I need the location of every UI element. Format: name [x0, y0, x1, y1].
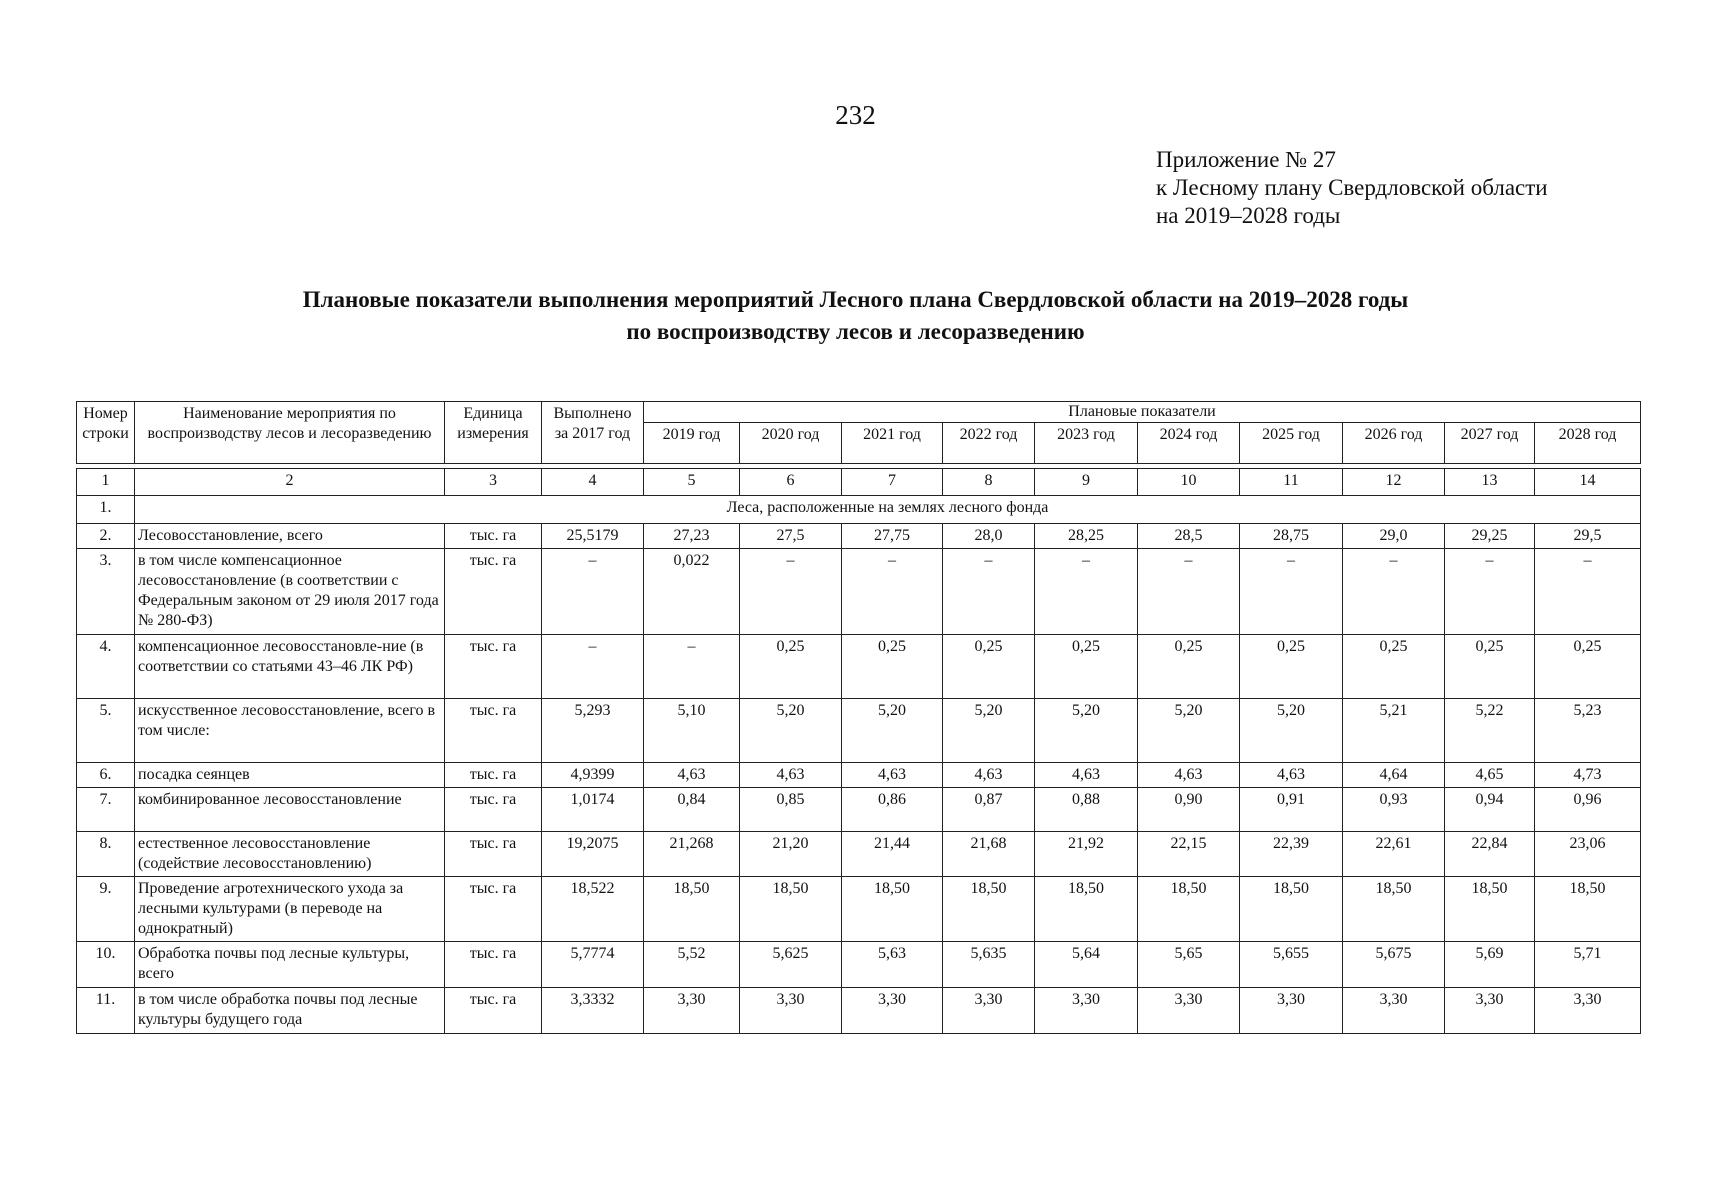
row-plan-value: 27,75 — [842, 524, 943, 549]
row-plan-value: 0,84 — [644, 788, 740, 832]
row-number: 7. — [77, 788, 135, 832]
row-plan-value: 18,50 — [1535, 877, 1641, 942]
appendix-note — [1156, 146, 1548, 230]
row-plan-value: 5,20 — [1138, 699, 1240, 763]
row-unit: тыс. га — [445, 877, 542, 942]
section-label: Леса, расположенные на землях лесного фонда — [135, 496, 1641, 524]
row-unit: тыс. га — [445, 988, 542, 1034]
header-year: 2024 год — [1138, 423, 1240, 464]
row-done-2017: 5,7774 — [542, 942, 644, 988]
column-number: 9 — [1035, 469, 1138, 496]
row-unit: тыс. га — [445, 635, 542, 699]
row-number: 10. — [77, 942, 135, 988]
row-plan-value: 3,30 — [1035, 988, 1138, 1034]
plan-table — [76, 401, 1641, 1034]
table-row — [77, 832, 1641, 877]
row-plan-value: 5,625 — [740, 942, 842, 988]
row-name: компенсационное лесовосстановле-ние (в соответствии со статьями 43–46 ЛК РФ) — [135, 635, 445, 699]
column-number: 12 — [1343, 469, 1445, 496]
row-plan-value: 4,73 — [1535, 763, 1641, 788]
row-plan-value: 28,75 — [1240, 524, 1343, 549]
row-plan-value: 23,06 — [1535, 832, 1641, 877]
row-plan-value: 5,52 — [644, 942, 740, 988]
row-name: в том числе компенсационное лесовосстановление (в соответствии с Федеральным законом от 29 июля 2017 года № 280-ФЗ) — [135, 549, 445, 635]
row-plan-value: 21,92 — [1035, 832, 1138, 877]
row-plan-value: 5,20 — [1240, 699, 1343, 763]
row-plan-value: 4,63 — [943, 763, 1035, 788]
header-row — [77, 402, 1641, 423]
appendix-line-3: на 2019–2028 годы — [1156, 203, 1341, 228]
row-name: искусственное лесовосстановление, всего в том числе: — [135, 699, 445, 763]
row-plan-value: 5,22 — [1445, 699, 1535, 763]
row-plan-value: 27,23 — [644, 524, 740, 549]
row-plan-value: 21,44 — [842, 832, 943, 877]
header-year: 2026 год — [1343, 423, 1445, 464]
row-plan-value: 21,68 — [943, 832, 1035, 877]
row-plan-value: 21,20 — [740, 832, 842, 877]
row-plan-value: 5,64 — [1035, 942, 1138, 988]
row-plan-value: 18,50 — [644, 877, 740, 942]
column-number: 10 — [1138, 469, 1240, 496]
row-plan-value: 18,50 — [740, 877, 842, 942]
row-done-2017: 19,2075 — [542, 832, 644, 877]
header-row-number: Номер строки — [77, 402, 135, 464]
row-number: 11. — [77, 988, 135, 1034]
column-number: 1 — [77, 469, 135, 496]
row-done-2017: 25,5179 — [542, 524, 644, 549]
row-name: посадка сеянцев — [135, 763, 445, 788]
row-unit: тыс. га — [445, 549, 542, 635]
table-row — [77, 699, 1641, 763]
header-year: 2028 год — [1535, 423, 1641, 464]
header-done-2017: Выполнено за 2017 год — [542, 402, 644, 464]
page-number: 232 — [835, 100, 876, 130]
header-year: 2020 год — [740, 423, 842, 464]
table-row — [77, 549, 1641, 635]
row-unit: тыс. га — [445, 788, 542, 832]
header-planned: Плановые показатели — [644, 402, 1641, 423]
row-plan-value: 3,30 — [1240, 988, 1343, 1034]
row-unit: тыс. га — [445, 763, 542, 788]
row-plan-value: 5,65 — [1138, 942, 1240, 988]
row-plan-value: 27,5 — [740, 524, 842, 549]
row-number: 4. — [77, 635, 135, 699]
row-unit: тыс. га — [445, 699, 542, 763]
row-plan-value: 28,0 — [943, 524, 1035, 549]
header-year: 2027 год — [1445, 423, 1535, 464]
column-number: 8 — [943, 469, 1035, 496]
row-plan-value: – — [842, 549, 943, 635]
header-name: Наименование мероприятия по воспроизводству лесов и лесоразведению — [135, 402, 445, 464]
row-unit: тыс. га — [445, 942, 542, 988]
header-year: 2023 год — [1035, 423, 1138, 464]
row-name: комбинированное лесовосстановление — [135, 788, 445, 832]
row-plan-value: 5,635 — [943, 942, 1035, 988]
row-plan-value: 0,93 — [1343, 788, 1445, 832]
row-done-2017: 4,9399 — [542, 763, 644, 788]
row-plan-value: – — [1535, 549, 1641, 635]
row-plan-value: 0,85 — [740, 788, 842, 832]
header-unit: Единица измерения — [445, 402, 542, 464]
header-year: 2022 год — [943, 423, 1035, 464]
row-plan-value: 3,30 — [842, 988, 943, 1034]
row-plan-value: 28,25 — [1035, 524, 1138, 549]
row-done-2017: 5,293 — [542, 699, 644, 763]
column-number: 3 — [445, 469, 542, 496]
row-plan-value: 4,63 — [1035, 763, 1138, 788]
column-number: 2 — [135, 469, 445, 496]
row-plan-value: – — [943, 549, 1035, 635]
row-plan-value: 4,63 — [1240, 763, 1343, 788]
row-plan-value: 3,30 — [1535, 988, 1641, 1034]
row-unit: тыс. га — [445, 524, 542, 549]
row-plan-value: 4,65 — [1445, 763, 1535, 788]
row-plan-value: – — [1035, 549, 1138, 635]
row-plan-value: 0,87 — [943, 788, 1035, 832]
column-number: 6 — [740, 469, 842, 496]
row-plan-value: 18,50 — [1240, 877, 1343, 942]
appendix-line-2: к Лесному плану Свердловской области — [1156, 175, 1548, 200]
row-plan-value: 0,25 — [1035, 635, 1138, 699]
row-done-2017: – — [542, 549, 644, 635]
row-done-2017: 1,0174 — [542, 788, 644, 832]
row-plan-value: 0,96 — [1535, 788, 1641, 832]
row-plan-value: 18,50 — [842, 877, 943, 942]
column-number: 13 — [1445, 469, 1535, 496]
row-number: 3. — [77, 549, 135, 635]
row-plan-value: 3,30 — [740, 988, 842, 1034]
row-plan-value: 5,675 — [1343, 942, 1445, 988]
table-row — [77, 635, 1641, 699]
column-number: 11 — [1240, 469, 1343, 496]
row-plan-value: 0,90 — [1138, 788, 1240, 832]
row-plan-value: 0,88 — [1035, 788, 1138, 832]
document-title — [0, 284, 1711, 348]
table-row — [77, 988, 1641, 1034]
row-name: естественное лесовосстановление (содействие лесовосстановлению) — [135, 832, 445, 877]
row-plan-value: 5,21 — [1343, 699, 1445, 763]
column-number: 4 — [542, 469, 644, 496]
appendix-line-1: Приложение № 27 — [1156, 147, 1336, 172]
row-plan-value: 5,20 — [740, 699, 842, 763]
row-plan-value: 29,25 — [1445, 524, 1535, 549]
row-plan-value: 22,39 — [1240, 832, 1343, 877]
row-number: 6. — [77, 763, 135, 788]
row-plan-value: – — [1240, 549, 1343, 635]
row-number: 5. — [77, 699, 135, 763]
column-number-row — [77, 469, 1641, 496]
title-line-2: по воспроизводству лесов и лесоразведению — [626, 319, 1085, 344]
row-number: 9. — [77, 877, 135, 942]
row-plan-value: 0,25 — [1535, 635, 1641, 699]
row-done-2017: 18,522 — [542, 877, 644, 942]
row-number: 8. — [77, 832, 135, 877]
row-plan-value: 5,23 — [1535, 699, 1641, 763]
row-plan-value: 0,25 — [1138, 635, 1240, 699]
table-row — [77, 877, 1641, 942]
row-plan-value: 0,25 — [1240, 635, 1343, 699]
title-line-1: Плановые показатели выполнения мероприятий Лесного плана Свердловской области на 2019–2028 годы — [302, 287, 1409, 312]
row-unit: тыс. га — [445, 832, 542, 877]
row-plan-value: 0,25 — [1343, 635, 1445, 699]
row-plan-value: 5,20 — [943, 699, 1035, 763]
row-plan-value: 5,20 — [1035, 699, 1138, 763]
column-number: 14 — [1535, 469, 1641, 496]
row-plan-value: 3,30 — [943, 988, 1035, 1034]
row-plan-value: 3,30 — [644, 988, 740, 1034]
row-name: в том числе обработка почвы под лесные культуры будущего года — [135, 988, 445, 1034]
row-plan-value: 5,71 — [1535, 942, 1641, 988]
row-plan-value: 0,94 — [1445, 788, 1535, 832]
row-plan-value: 18,50 — [1035, 877, 1138, 942]
row-done-2017: 3,3332 — [542, 988, 644, 1034]
row-plan-value: 5,655 — [1240, 942, 1343, 988]
row-name: Проведение агротехнического ухода за лесными культурами (в переводе на однократный) — [135, 877, 445, 942]
row-plan-value: 0,25 — [943, 635, 1035, 699]
row-plan-value: 0,86 — [842, 788, 943, 832]
row-plan-value: 4,63 — [1138, 763, 1240, 788]
row-plan-value: 5,69 — [1445, 942, 1535, 988]
row-name: Обработка почвы под лесные культуры, всего — [135, 942, 445, 988]
row-plan-value: 5,20 — [842, 699, 943, 763]
row-plan-value: 4,64 — [1343, 763, 1445, 788]
row-plan-value: 0,022 — [644, 549, 740, 635]
table-row — [77, 788, 1641, 832]
row-plan-value: 18,50 — [943, 877, 1035, 942]
row-plan-value: 28,5 — [1138, 524, 1240, 549]
row-plan-value: – — [1343, 549, 1445, 635]
row-plan-value: 3,30 — [1343, 988, 1445, 1034]
table-row — [77, 942, 1641, 988]
section-row — [77, 496, 1641, 524]
row-plan-value: 4,63 — [842, 763, 943, 788]
row-plan-value: 21,268 — [644, 832, 740, 877]
row-plan-value: 5,10 — [644, 699, 740, 763]
row-plan-value: – — [740, 549, 842, 635]
row-plan-value: 0,25 — [740, 635, 842, 699]
section-number: 1. — [77, 496, 135, 524]
header-year: 2019 год — [644, 423, 740, 464]
row-plan-value: 22,61 — [1343, 832, 1445, 877]
row-number: 2. — [77, 524, 135, 549]
row-plan-value: – — [1138, 549, 1240, 635]
row-done-2017: – — [542, 635, 644, 699]
column-number: 5 — [644, 469, 740, 496]
row-plan-value: 29,5 — [1535, 524, 1641, 549]
row-plan-value: 3,30 — [1445, 988, 1535, 1034]
row-plan-value: 0,91 — [1240, 788, 1343, 832]
column-number: 7 — [842, 469, 943, 496]
header-year: 2025 год — [1240, 423, 1343, 464]
row-plan-value: 3,30 — [1138, 988, 1240, 1034]
row-plan-value: 22,84 — [1445, 832, 1535, 877]
row-plan-value: – — [1445, 549, 1535, 635]
row-plan-value: 0,25 — [1445, 635, 1535, 699]
row-name: Лесовосстановление, всего — [135, 524, 445, 549]
table-row — [77, 763, 1641, 788]
row-plan-value: 5,63 — [842, 942, 943, 988]
table-row — [77, 524, 1641, 549]
row-plan-value: 4,63 — [740, 763, 842, 788]
header-year: 2021 год — [842, 423, 943, 464]
row-plan-value: 0,25 — [842, 635, 943, 699]
row-plan-value: 4,63 — [644, 763, 740, 788]
row-plan-value: – — [644, 635, 740, 699]
row-plan-value: 18,50 — [1343, 877, 1445, 942]
row-plan-value: 18,50 — [1138, 877, 1240, 942]
row-plan-value: 18,50 — [1445, 877, 1535, 942]
row-plan-value: 22,15 — [1138, 832, 1240, 877]
row-plan-value: 29,0 — [1343, 524, 1445, 549]
